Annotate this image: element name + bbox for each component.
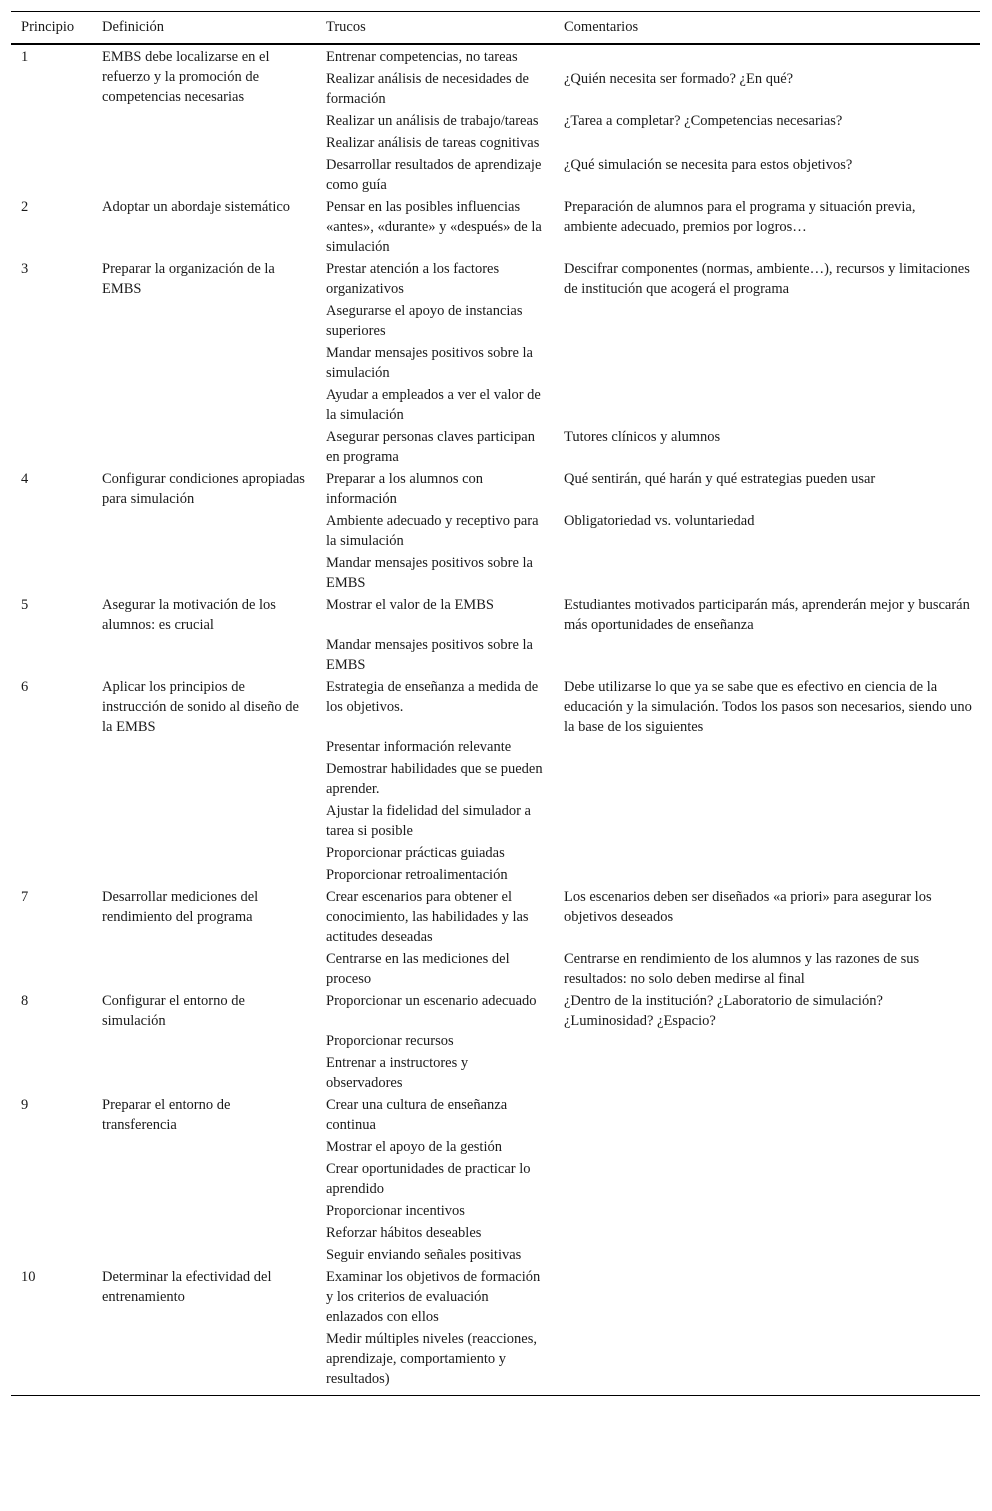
comment-text xyxy=(553,1245,980,1267)
table-row xyxy=(11,1267,980,1391)
trick-item xyxy=(315,737,980,759)
table-row xyxy=(11,47,980,197)
trick-text: Prestar atención a los factores organizativos xyxy=(326,260,500,297)
trick-text: Presentar información relevante xyxy=(326,738,512,755)
trick-item xyxy=(315,111,980,133)
trick-item xyxy=(315,635,980,677)
comment-text xyxy=(553,301,980,343)
comment-text xyxy=(553,1095,980,1137)
comment-text: Preparación de alumnos para el programa y situación previa, ambiente adecuado, premios por logros… xyxy=(564,198,916,235)
trick-item xyxy=(315,259,980,301)
principle-number: 4 xyxy=(21,470,29,487)
comment-text: Descifrar componentes (normas, ambiente…), recursos y limitaciones de institución que acogerá el programa xyxy=(564,260,970,297)
trick-item xyxy=(315,511,980,553)
trick-text: Realizar análisis de necesidades de formación xyxy=(326,70,529,107)
trick-text: Mandar mensajes positivos sobre la simulación xyxy=(326,344,533,381)
comment-text xyxy=(553,865,980,887)
comment-text xyxy=(553,343,980,385)
trick-text: Proporcionar incentivos xyxy=(326,1202,465,1219)
comment-text: ¿Qué simulación se necesita para estos objetivos? xyxy=(564,156,853,173)
principle-number: 9 xyxy=(21,1096,29,1113)
trick-item xyxy=(315,887,980,949)
comment-text: Qué sentirán, qué harán y qué estrategias pueden usar xyxy=(564,470,876,487)
principle-number: 5 xyxy=(21,596,29,613)
comment-text: Estudiantes motivados participarán más, aprenderán mejor y buscarán más oportunidades de enseñanza xyxy=(564,596,970,633)
trick-text: Proporcionar un escenario adecuado xyxy=(326,992,537,1009)
trick-text: Asegurar personas claves participan en programa xyxy=(326,428,535,465)
principle-definition: Adoptar un abordaje sistemático xyxy=(102,198,291,215)
principle-definition: Aplicar los principios de instrucción de sonido al diseño de la EMBS xyxy=(102,678,299,735)
trick-item xyxy=(315,991,980,1031)
trick-item xyxy=(315,301,980,343)
principle-number: 1 xyxy=(21,48,29,65)
principle-definition: Configurar condiciones apropiadas para simulación xyxy=(102,470,305,507)
trick-item xyxy=(315,1031,980,1053)
trick-item xyxy=(315,469,980,511)
trick-text: Entrenar competencias, no tareas xyxy=(326,48,518,65)
trick-text: Proporcionar recursos xyxy=(326,1032,454,1049)
trick-text: Proporcionar prácticas guiadas xyxy=(326,844,505,861)
trick-item xyxy=(315,385,980,427)
header-trucos: Trucos xyxy=(326,19,366,35)
trick-item xyxy=(315,677,980,737)
comment-text: ¿Quién necesita ser formado? ¿En qué? xyxy=(564,70,794,87)
principle-definition: Desarrollar mediciones del rendimiento del programa xyxy=(102,888,259,925)
trick-item xyxy=(315,1201,980,1223)
trick-text: Ambiente adecuado y receptivo para la simulación xyxy=(326,512,539,549)
comment-text: Los escenarios deben ser diseñados «a priori» para asegurar los objetivos deseados xyxy=(564,888,932,925)
trick-item xyxy=(315,595,980,635)
comment-text xyxy=(553,843,980,865)
trick-text: Seguir enviando señales positivas xyxy=(326,1246,522,1263)
principle-number: 2 xyxy=(21,198,29,215)
comment-text: Debe utilizarse lo que ya se sabe que es efectivo en ciencia de la educación y la simulación. Todos los pasos son necesarios, siendo uno la base de los siguientes xyxy=(564,678,972,735)
principle-number: 8 xyxy=(21,992,29,1009)
trick-text: Asegurarse el apoyo de instancias superiores xyxy=(326,302,523,339)
trick-text: Preparar a los alumnos con información xyxy=(326,470,484,507)
principle-definition: Asegurar la motivación de los alumnos: es crucial xyxy=(102,596,276,633)
trick-text: Mandar mensajes positivos sobre la EMBS xyxy=(326,636,533,673)
comment-text xyxy=(553,133,980,155)
principle-definition: Configurar el entorno de simulación xyxy=(102,992,245,1029)
principle-number: 10 xyxy=(21,1268,36,1285)
trick-text: Estrategia de enseñanza a medida de los objetivos. xyxy=(326,678,539,715)
trick-item xyxy=(315,1223,980,1245)
trick-item xyxy=(315,1245,980,1267)
trick-text: Realizar análisis de tareas cognitivas xyxy=(326,134,540,151)
principle-definition: EMBS debe localizarse en el refuerzo y la promoción de competencias necesarias xyxy=(102,48,270,105)
trick-item xyxy=(315,1159,980,1201)
table-bottom-rule xyxy=(11,1395,980,1396)
trick-item xyxy=(315,759,980,801)
comment-text: Obligatoriedad vs. voluntariedad xyxy=(564,512,755,529)
trick-item xyxy=(315,843,980,865)
trick-item xyxy=(315,133,980,155)
trick-text: Reforzar hábitos deseables xyxy=(326,1224,482,1241)
comment-text xyxy=(553,737,980,759)
trick-text: Realizar un análisis de trabajo/tareas xyxy=(326,112,539,129)
trick-text: Mostrar el apoyo de la gestión xyxy=(326,1138,502,1155)
trick-item xyxy=(315,1267,980,1329)
trick-text: Medir múltiples niveles (reacciones, aprendizaje, comportamiento y resultados) xyxy=(326,1330,537,1387)
trick-item xyxy=(315,47,980,69)
principles-table xyxy=(11,11,980,1396)
comment-text xyxy=(553,1329,980,1391)
comment-text xyxy=(553,759,980,801)
trick-item xyxy=(315,553,980,595)
principle-definition: Preparar el entorno de transferencia xyxy=(102,1096,231,1133)
comment-text xyxy=(553,1137,980,1159)
trick-item xyxy=(315,949,980,991)
trick-text: Centrarse en las mediciones del proceso xyxy=(326,950,510,987)
header-definicion: Definición xyxy=(102,19,165,35)
table-row xyxy=(11,677,980,887)
trick-text: Pensar en las posibles influencias «antes», «durante» y «después» de la simulación xyxy=(326,198,542,255)
comment-text xyxy=(553,801,980,843)
trick-text: Crear oportunidades de practicar lo aprendido xyxy=(326,1160,531,1197)
comment-text xyxy=(553,385,980,427)
trick-text: Crear una cultura de enseñanza continua xyxy=(326,1096,508,1133)
comment-text: Tutores clínicos y alumnos xyxy=(564,428,721,445)
trick-text: Proporcionar retroalimentación xyxy=(326,866,508,883)
comment-text xyxy=(553,1031,980,1053)
comment-text xyxy=(553,1223,980,1245)
trick-text: Examinar los objetivos de formación y los criterios de evaluación enlazados con ellos xyxy=(326,1268,541,1325)
comment-text: Centrarse en rendimiento de los alumnos y las razones de sus resultados: no solo deben medirse al final xyxy=(564,950,920,987)
comment-text xyxy=(553,1159,980,1201)
principle-definition: Preparar la organización de la EMBS xyxy=(102,260,275,297)
comment-text xyxy=(553,635,980,677)
trick-item xyxy=(315,1095,980,1137)
table-row xyxy=(11,197,980,259)
trick-text: Demostrar habilidades que se pueden aprender. xyxy=(326,760,543,797)
trick-text: Crear escenarios para obtener el conocimiento, las habilidades y las actitudes deseadas xyxy=(326,888,529,945)
trick-text: Ayudar a empleados a ver el valor de la simulación xyxy=(326,386,541,423)
trick-text: Entrenar a instructores y observadores xyxy=(326,1054,469,1091)
comment-text: ¿Tarea a completar? ¿Competencias necesarias? xyxy=(564,112,843,129)
comment-text xyxy=(553,1267,980,1329)
trick-text: Mostrar el valor de la EMBS xyxy=(326,596,494,613)
table-row xyxy=(11,469,980,595)
header-comentarios: Comentarios xyxy=(564,19,639,35)
table-row xyxy=(11,887,980,991)
table-header xyxy=(11,12,980,43)
trick-item xyxy=(315,1137,980,1159)
principle-number: 7 xyxy=(21,888,29,905)
principle-number: 6 xyxy=(21,678,29,695)
comment-text xyxy=(553,1201,980,1223)
table-body xyxy=(11,45,980,1391)
trick-item xyxy=(315,343,980,385)
trick-item xyxy=(315,1329,980,1391)
trick-item xyxy=(315,69,980,111)
header-principio: Principio xyxy=(21,19,75,35)
comment-text xyxy=(553,47,980,69)
trick-text: Desarrollar resultados de aprendizaje como guía xyxy=(326,156,542,193)
comment-text xyxy=(553,1053,980,1095)
trick-item xyxy=(315,197,980,259)
trick-item xyxy=(315,1053,980,1095)
principle-number: 3 xyxy=(21,260,29,277)
trick-item xyxy=(315,155,980,197)
table-row xyxy=(11,991,980,1095)
table-row xyxy=(11,259,980,469)
comment-text xyxy=(553,553,980,595)
trick-text: Ajustar la fidelidad del simulador a tarea si posible xyxy=(326,802,531,839)
comment-text: ¿Dentro de la institución? ¿Laboratorio de simulación? ¿Luminosidad? ¿Espacio? xyxy=(564,992,883,1029)
trick-item xyxy=(315,801,980,843)
principle-definition: Determinar la efectividad del entrenamiento xyxy=(102,1268,272,1305)
trick-text: Mandar mensajes positivos sobre la EMBS xyxy=(326,554,533,591)
table-row xyxy=(11,1095,980,1267)
table-row xyxy=(11,595,980,677)
trick-item xyxy=(315,427,980,469)
trick-item xyxy=(315,865,980,887)
